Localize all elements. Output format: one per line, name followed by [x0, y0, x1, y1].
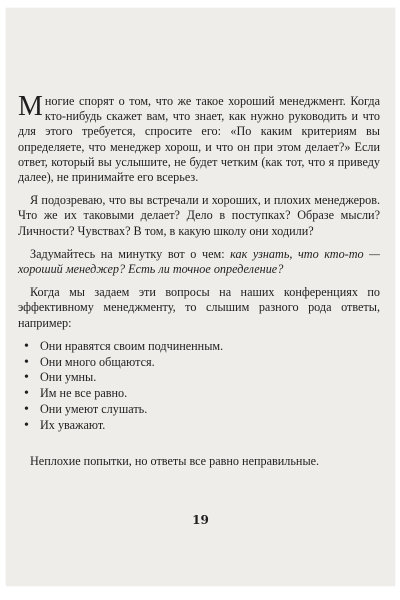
drop-cap: М: [18, 91, 43, 122]
closing-paragraph: Неплохие попытки, но ответы все равно неправильные.: [30, 453, 320, 468]
paragraph-3-italic: как узнать, что кто-то — хороший менеджер? Есть ли точное определение?: [18, 246, 381, 277]
paragraph-4: Когда мы задаем эти вопросы на наших конференциях по эффективному менеджменту, то слышим разного рода ответы, например:: [18, 285, 380, 330]
page-body: [18, 91, 381, 477]
paragraph-3-text: Задумайтесь на минутку вот о чем:: [30, 246, 231, 261]
list-item: • Им не все равно.: [24, 386, 380, 402]
paragraph-1-text: ногие спорят о том, что же такое хороший менеджмент. Когда кто-нибудь скажет вам, что знает, как нужно руководить и что для этого требуется, спросите его: «По каким критериям вы определяете, что менеджер хорош, и что он при этом делает?» Если ответ, который вы услышите, не будет четким (как тот, что я приведу далее), не принимайте его всерьез.: [18, 94, 380, 185]
paragraph-2: Я подозреваю, что вы встречали и хороших, и плохих менеджеров. Что же их таковыми делает? Дело в поступках? Образе мысли? Личности? Чувствах? В том, в какую школу они ходили?: [18, 193, 380, 238]
list-item: • Они много общаются.: [24, 355, 380, 371]
book-page: [6, 8, 395, 586]
list-item: • Они умеют слушать.: [24, 402, 380, 418]
list-item: • Они умны.: [24, 370, 380, 386]
list-item: • Они нравятся своим подчиненным.: [24, 339, 380, 355]
page-number: 19: [192, 513, 209, 527]
answers-list: [24, 339, 380, 434]
list-item: • Их уважают.: [24, 418, 380, 434]
paragraph-1: [18, 91, 380, 185]
paragraph-3: [18, 247, 380, 277]
